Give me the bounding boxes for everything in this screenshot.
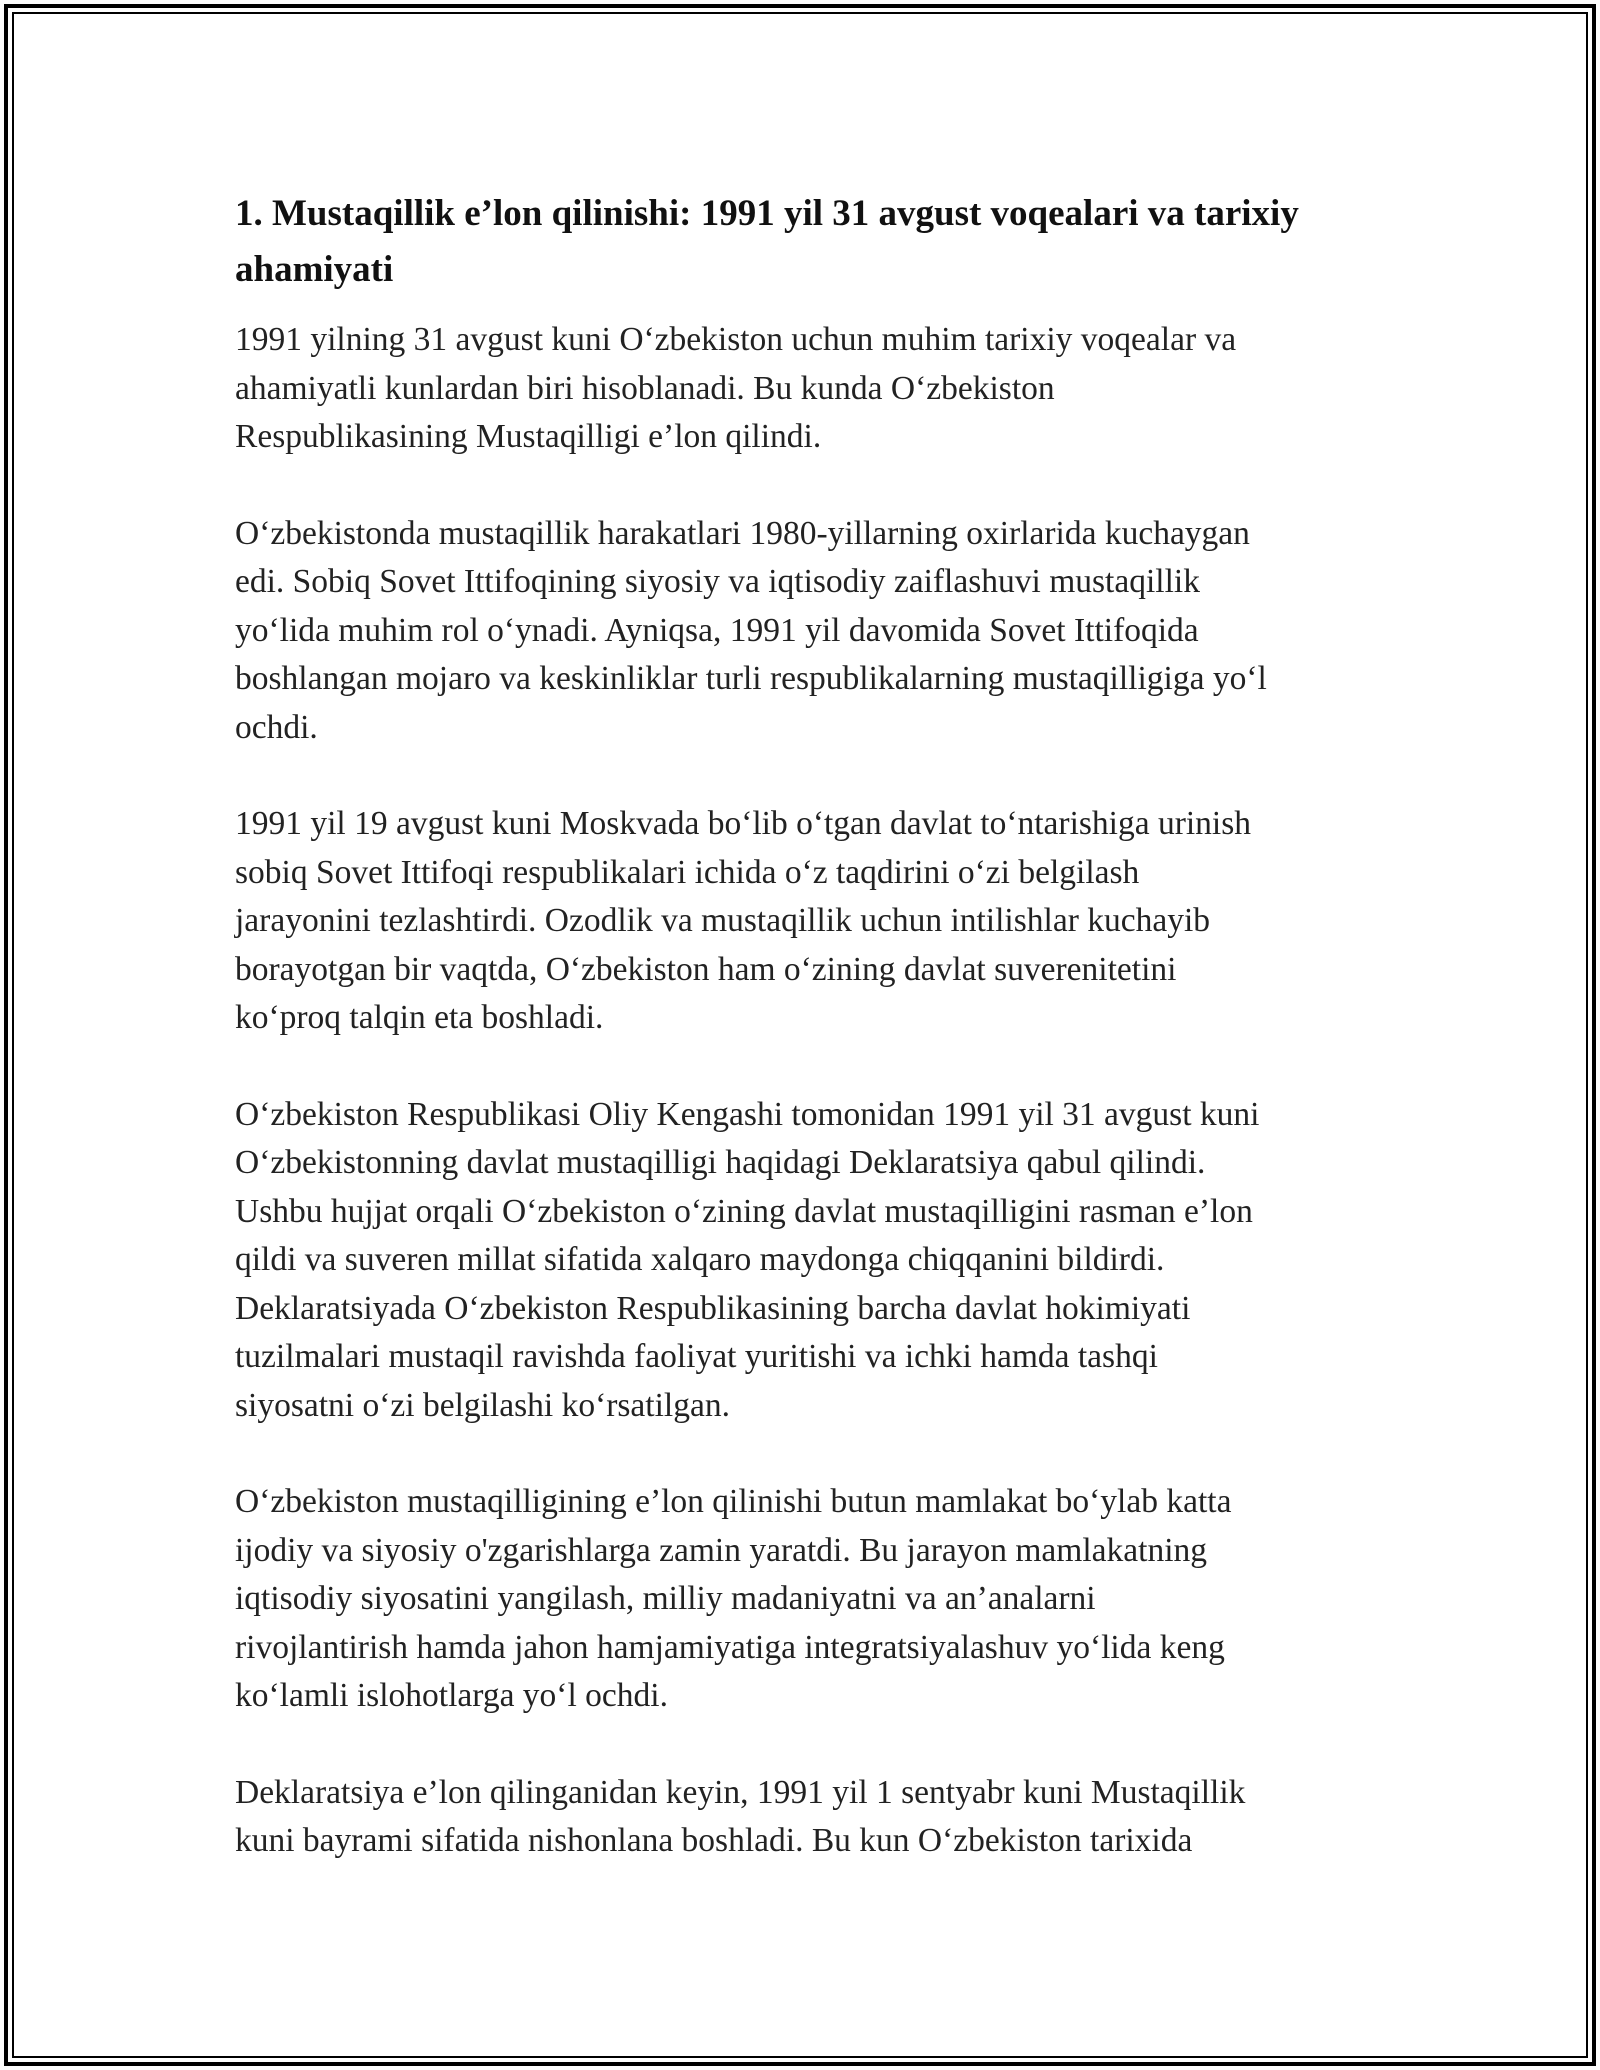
paragraph-3: 1991 yil 19 avgust kuni Moskvada bo‘lib o‘tgan davlat to‘ntarishiga urinish sobiq Sovet Ittifoqi respublikalari ichida o‘z taqdirini o‘zi belgilash jarayonini tezlashtirdi. Ozodlik va mustaqillik uchun intilishlar kuchayib borayotgan bir vaqtda, O‘zbekiston ham o‘zining davlat suverenitetini ko‘proq talqin eta boshladi. [235, 805, 1252, 1036]
paragraph-1: 1991 yilning 31 avgust kuni O‘zbekiston uchun muhim tarixiy voqealar va ahamiyatli kunlardan biri hisoblanadi. Bu kunda O‘zbekiston Respublikasining Mustaqilligi e’lon qilindi. [235, 321, 1237, 455]
section-heading: 1. Mustaqillik e’lon qilinishi: 1991 yil 31 avgust voqealari va tarixiy ahamiyati [235, 193, 1299, 290]
paragraph-6: Deklaratsiya e’lon qilinganidan keyin, 1991 yil 1 sentyabr kuni Mustaqillik kuni bayrami sifatida nishonlana boshladi. Bu kun O‘zbekiston tarixida [235, 1773, 1246, 1859]
paragraph-4: O‘zbekiston Respublikasi Oliy Kengashi tomonidan 1991 yil 31 avgust kuni O‘zbekistonning davlat mustaqilligi haqidagi Deklaratsiya qabul qilindi. Ushbu hujjat orqali O‘zbekiston o‘zining davlat mustaqilligini rasman e’lon qildi va suveren millat sifatida xalqaro maydonga chiqqanini bildirdi. Deklaratsiyada O‘zbekiston Respublikasining barcha davlat hokimiyati tuzilmalari mustaqil ravishda faoliyat yuritishi va ichki hamda tashqi siyosatni o‘zi belgilashi ko‘rsatilgan. [235, 1095, 1260, 1424]
document-body [235, 186, 1375, 1914]
paragraph-2: O‘zbekistonda mustaqillik harakatlari 1980-yillarning oxirlarida kuchaygan edi. Sobiq Sovet Ittifoqining siyosiy va iqtisodiy zaiflashuvi mustaqillik yo‘lida muhim rol o‘ynadi. Ayniqsa, 1991 yil davomida Sovet Ittifoqida boshlangan mojaro va keskinliklar turli respublikalarning mustaqilligiga yo‘l ochdi. [235, 514, 1267, 746]
paragraph-5: O‘zbekiston mustaqilligining e’lon qilinishi butun mamlakat bo‘ylab katta ijodiy va siyosiy o'zgarishlarga zamin yaratdi. Bu jarayon mamlakatning iqtisodiy siyosatini yangilash, milliy madaniyatni va an’analarni rivojlantirish hamda jahon hamjamiyatiga integratsiyalashuv yo‘lida keng ko‘lamli islohotlarga yo‘l ochdi. [235, 1483, 1232, 1714]
